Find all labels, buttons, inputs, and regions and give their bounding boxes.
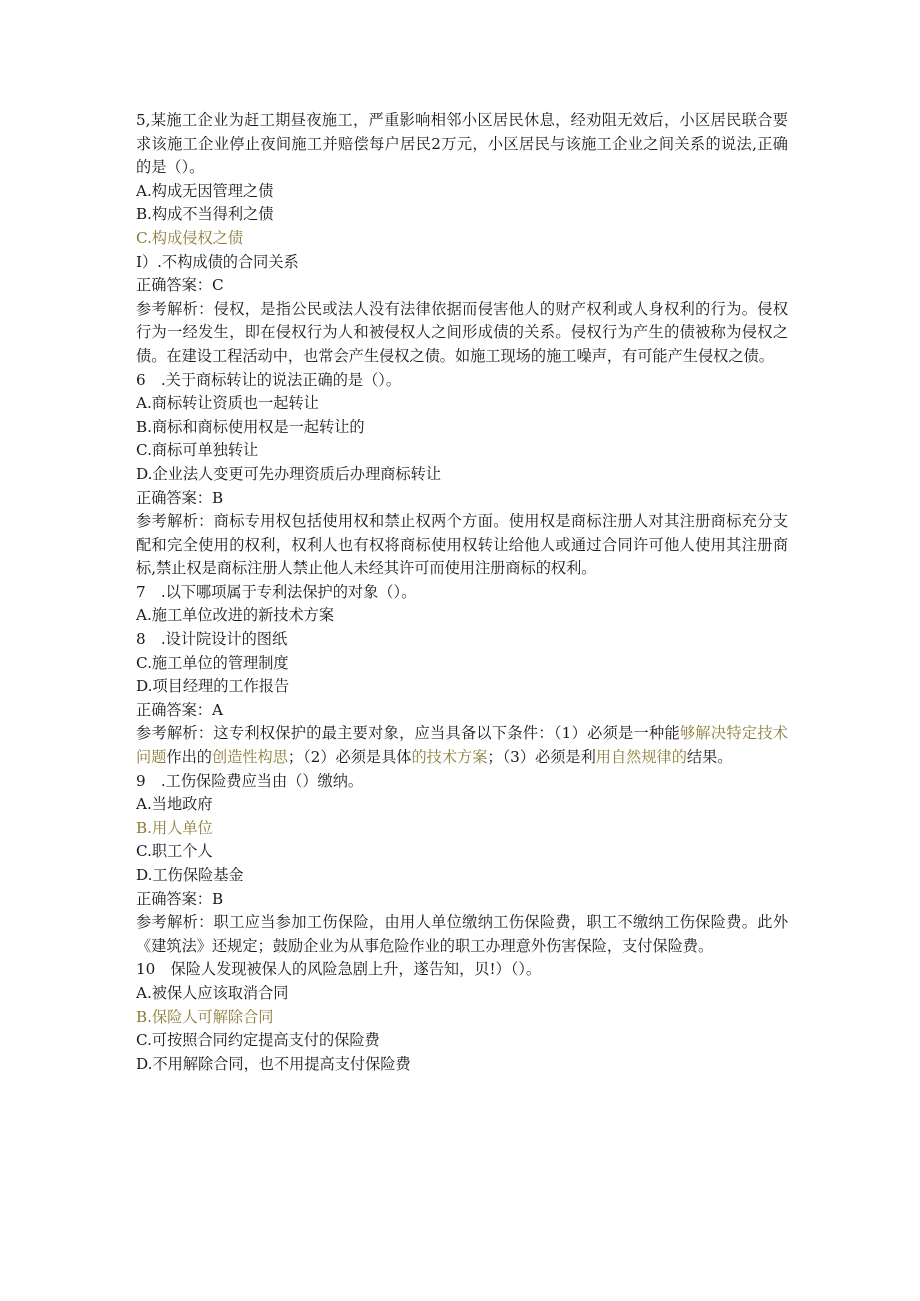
q9-option-b: B.用人单位 bbox=[136, 818, 213, 837]
q7-analysis-part-2: 作出的 bbox=[166, 748, 212, 767]
q7-analysis-highlight-1: 够解决特定技术问题 bbox=[136, 724, 788, 767]
q7-analysis-part-1: 参考解析：这专利权保护的最主要对象，应当具备以下条件：（1）必须是一种能 bbox=[136, 724, 680, 743]
q5-answer: 正确答案：C bbox=[136, 276, 224, 295]
q10-option-b: B.保险人可解除合同 bbox=[136, 1007, 274, 1026]
q9-option-a: A.当地政府 bbox=[136, 795, 213, 814]
q9-option-d: D.工伤保险基金 bbox=[136, 866, 244, 884]
q9-analysis: 参考解析：职工应当参加工伤保险，由用人单位缴纳工伤保险费，职工不缴纳工伤保险费。此外《建筑法》还规定；鼓励企业为从事危险作业的职工办理意外伤害保险，支付保险费。 bbox=[136, 913, 788, 955]
q6-analysis: 参考解析：商标专用权包括使用权和禁止权两个方面。使用权是商标注册人对其注册商标充分支配和完全使用的权利，权利人也有权将商标使用权转让给他人或通过合同许可他人使用其注册商标,禁止权是商标注册人禁止他人未经其许可而使用注册商标的权利。 bbox=[136, 512, 788, 578]
document-page bbox=[136, 109, 788, 1076]
q7-answer: 正确答案：A bbox=[136, 700, 223, 719]
q5-option-d: I）.不构成债的合同关系 bbox=[136, 252, 299, 271]
q7-stem: 7 .以下哪项属于专利法保护的对象（）。 bbox=[136, 582, 417, 601]
q9-stem: 9 .工伤保险费应当由（）缴纳。 bbox=[136, 771, 364, 790]
q10-option-c: C.可按照合同约定提高支付的保险费 bbox=[136, 1031, 380, 1050]
q7-analysis-part-4: ；（3）必须是利 bbox=[487, 748, 596, 767]
q6-option-d: D.企业法人变更可先办理资质后办理商标转让 bbox=[136, 464, 442, 483]
q9-option-c: C.职工个人 bbox=[136, 842, 213, 861]
q5-option-a: A.构成无因管理之债 bbox=[136, 181, 274, 200]
q6-option-b: B.商标和商标使用权是一起转让的 bbox=[136, 417, 365, 436]
q7-analysis-part-3: ；（2）必须是具体 bbox=[287, 748, 412, 767]
q7-option-b: 8 .设计院设计的图纸 bbox=[136, 630, 288, 649]
q6-answer: 正确答案：B bbox=[136, 488, 224, 507]
q6-stem: 6 .关于商标转让的说法正确的是（）。 bbox=[136, 370, 402, 389]
q5-analysis: 参考解析：侵权，是指公民或法人没有法律依据而侵害他人的财产权利或人身权利的行为。侵权行为一经发生，即在侵权行为人和被侵权人之间形成债的关系。侵权行为产生的债被称为侵权之债。在建设工程活动中，也常会产生侵权之债。如施工现场的施工噪声，有可能产生侵权之债。 bbox=[136, 299, 788, 365]
q5-stem: 5,某施工企业为赶工期昼夜施工，严重影响相邻小区居民休息，经劝阻无效后，小区居民联合要求该施工企业停止夜间施工并赔偿每户居民2万元，小区居民与该施工企业之间关系的说法,正确的是（）。 bbox=[136, 111, 788, 177]
q10-option-d: D.不用解除合同，也不用提高支付保险费 bbox=[136, 1054, 411, 1073]
q10-option-a: A.被保人应该取消合同 bbox=[136, 983, 289, 1002]
q7-option-c: C.施工单位的管理制度 bbox=[136, 653, 289, 672]
q5-option-c: C.构成侵权之债 bbox=[136, 228, 244, 247]
q7-analysis bbox=[136, 722, 788, 769]
q7-option-d: D.项目经理的工作报告 bbox=[136, 677, 290, 696]
q9-answer: 正确答案：B bbox=[136, 889, 224, 908]
q7-option-a: A.施工单位改进的新技术方案 bbox=[136, 606, 335, 625]
q6-option-c: C.商标可单独转让 bbox=[136, 441, 259, 460]
q7-analysis-highlight-4: 用自然规律的 bbox=[595, 748, 687, 767]
q7-analysis-part-5: 结果。 bbox=[686, 748, 733, 767]
q7-analysis-highlight-2: 创造性构思 bbox=[211, 748, 288, 767]
q6-option-a: A.商标转让资质也一起转让 bbox=[136, 394, 319, 413]
q10-stem: 10 保险人发现被保人的风险急剧上升，遂告知，贝!）（）。 bbox=[136, 960, 542, 979]
q5-option-b: B.构成不当得利之债 bbox=[136, 205, 274, 224]
q7-analysis-highlight-3: 的技术方案 bbox=[411, 748, 488, 767]
